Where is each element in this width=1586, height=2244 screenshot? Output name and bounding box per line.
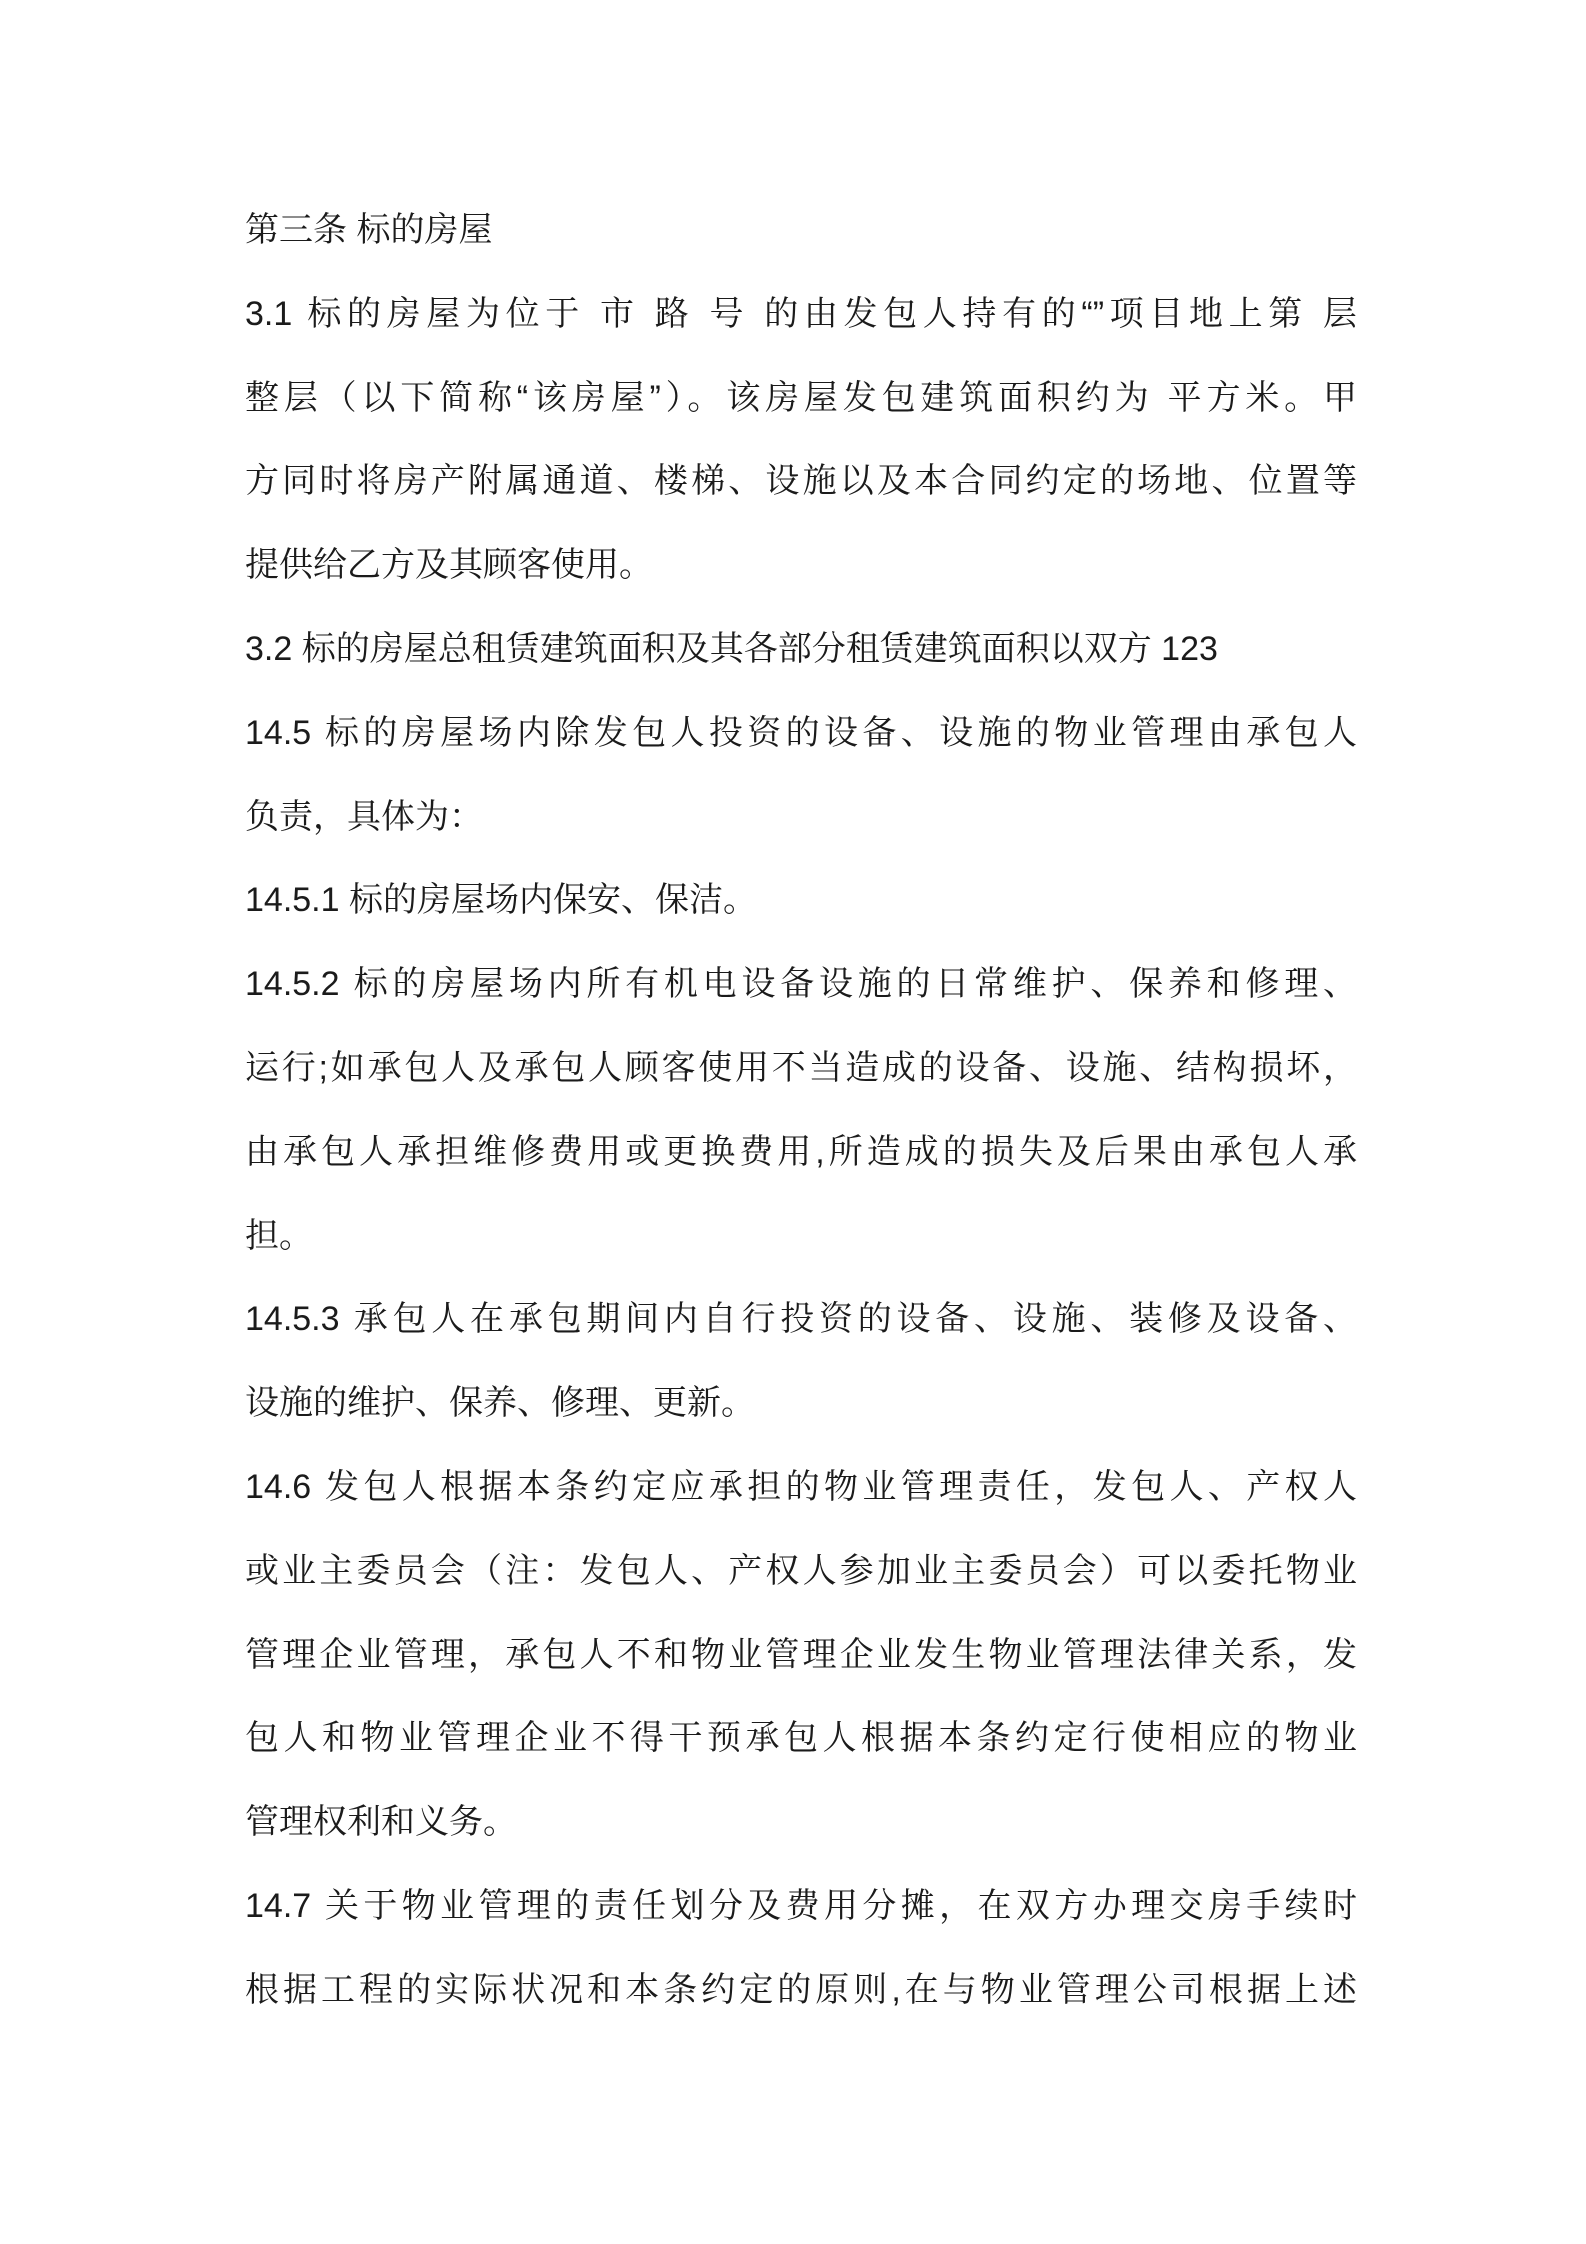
paragraph-line: 14.7 关于物业管理的责任划分及费用分摊，在双方办理交房手续时: [245, 1886, 1357, 1925]
clause-14-5-1: [245, 859, 1357, 943]
paragraph-line: 由承包人承担维修费用或更换费用,所造成的损失及后果由承包人承: [245, 1132, 1357, 1171]
paragraph-line: 14.5.1 标的房屋场内保安、保洁。: [245, 881, 757, 920]
paragraph-line: 整层（以下简称“该房屋”）。该房屋发包建筑面积约为 平方米。甲: [245, 378, 1357, 417]
clause-14-6: [245, 1446, 1357, 1865]
paragraph-line: 提供给乙方及其顾客使用。: [245, 546, 653, 585]
paragraph-line: 设施的维护、保养、修理、更新。: [245, 1384, 755, 1423]
paragraph-line: 14.5 标的房屋场内除发包人投资的设备、设施的物业管理由承包人: [245, 713, 1357, 752]
paragraph-line: 14.5.3 承包人在承包期间内自行投资的设备、设施、装修及设备、: [245, 1300, 1357, 1339]
section-heading: 第三条 标的房屋: [245, 211, 493, 249]
paragraph-line: 14.5.2 标的房屋场内所有机电设备设施的日常维护、保养和修理、: [245, 965, 1357, 1004]
paragraph-line: 包人和物业管理企业不得干预承包人根据本条约定行使相应的物业: [245, 1719, 1357, 1758]
paragraph-line: 管理权利和义务。: [245, 1803, 517, 1842]
document-page: [245, 189, 1357, 2033]
clause-14-5-2: [245, 943, 1357, 1278]
clause-14-7: [245, 1865, 1357, 2033]
paragraph-line: 3.1 标的房屋为位于 市 路 号 的由发包人持有的“”项目地上第 层: [245, 294, 1357, 333]
paragraph-line: 方同时将房产附属通道、楼梯、设施以及本合同约定的场地、位置等: [245, 462, 1357, 501]
clause-3-2: [245, 608, 1357, 692]
paragraph-line: 3.2 标的房屋总租赁建筑面积及其各部分租赁建筑面积以双方 123: [245, 629, 1218, 668]
paragraph-line: 担。: [245, 1216, 313, 1255]
paragraph-line: 根据工程的实际状况和本条约定的原则,在与物业管理公司根据上述: [245, 1970, 1357, 2009]
clause-14-5-3: [245, 1278, 1357, 1446]
paragraph-line: 运行;如承包人及承包人顾客使用不当造成的设备、设施、结构损坏，: [245, 1048, 1357, 1087]
clause-3-1: [245, 273, 1357, 608]
paragraph-line: 14.6 发包人根据本条约定应承担的物业管理责任，发包人、产权人: [245, 1467, 1357, 1506]
paragraph-line: 管理企业管理，承包人不和物业管理企业发生物业管理法律关系，发: [245, 1635, 1357, 1674]
paragraph-line: 负责，具体为：: [245, 797, 483, 836]
clause-14-5: [245, 692, 1357, 860]
paragraph-line: 或业主委员会（注：发包人、产权人参加业主委员会）可以委托物业: [245, 1551, 1357, 1590]
